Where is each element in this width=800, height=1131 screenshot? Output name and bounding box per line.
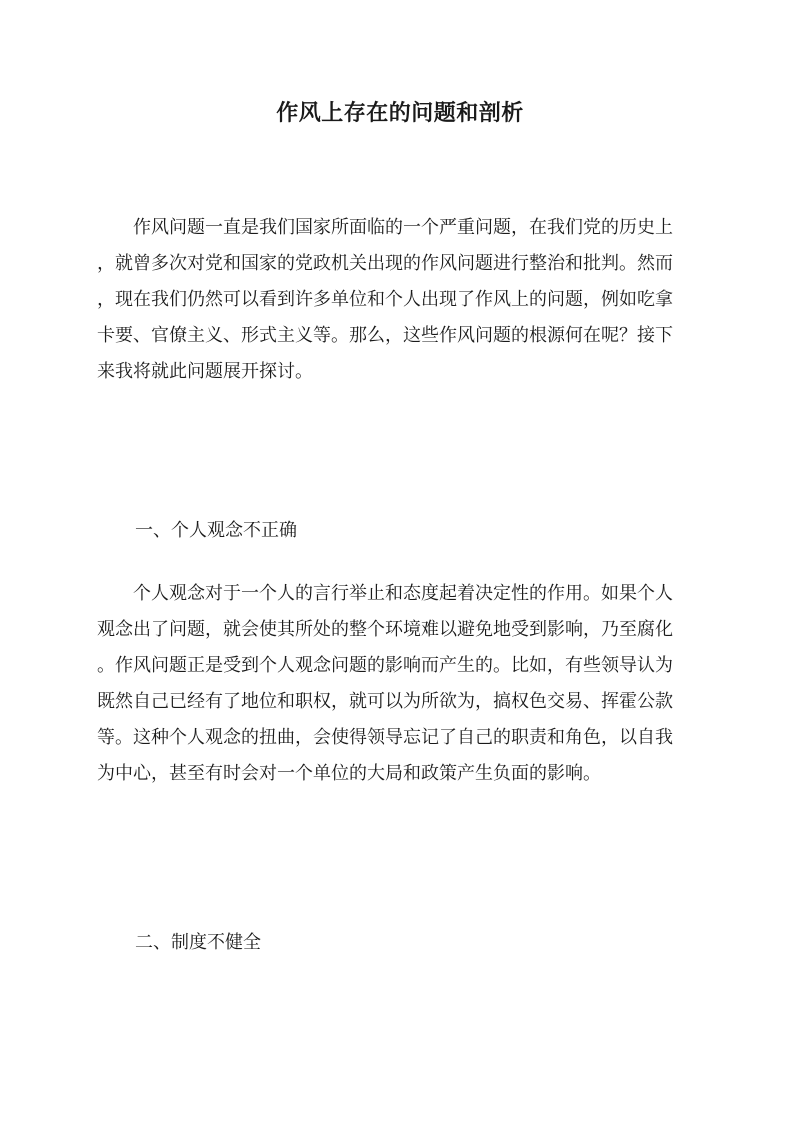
paragraph-line: 个人观念对于一个人的言行举止和态度起着决定性的作用。如果个人	[97, 583, 673, 604]
paragraph-line: 卡要、官僚主义、形式主义等。那么，这些作风问题的根源何在呢？接下	[97, 325, 673, 346]
paragraph-line: 。作风问题正是受到个人观念问题的影响而产生的。比如，有些领导认为	[97, 655, 673, 676]
intro-paragraph	[97, 210, 703, 390]
paragraph-line: 为中心，甚至有时会对一个单位的大局和政策产生负面的影响。	[97, 763, 601, 784]
paragraph-line: 来我将就此问题展开探讨。	[97, 361, 313, 382]
paragraph-line: 观念出了问题，就会使其所处的整个环境难以避免地受到影响，乃至腐化	[97, 619, 673, 640]
paragraph-line: ，现在我们仍然可以看到许多单位和个人出现了作风上的问题，例如吃拿	[97, 289, 673, 310]
paragraph-line: 作风问题一直是我们国家所面临的一个严重问题，在我们党的历史上	[97, 217, 673, 238]
section-heading-1: 一、个人观念不正确	[135, 520, 297, 541]
section-1-paragraph	[97, 576, 703, 792]
document-title: 作风上存在的问题和剖析	[276, 100, 524, 126]
paragraph-line: 等。这种个人观念的扭曲，会使得领导忘记了自己的职责和角色，以自我	[97, 727, 673, 748]
section-heading-2: 二、制度不健全	[135, 932, 261, 953]
paragraph-line: ，就曾多次对党和国家的党政机关出现的作风问题进行整治和批判。然而	[97, 253, 673, 274]
paragraph-line: 既然自己已经有了地位和职权，就可以为所欲为，搞权色交易、挥霍公款	[97, 691, 673, 712]
